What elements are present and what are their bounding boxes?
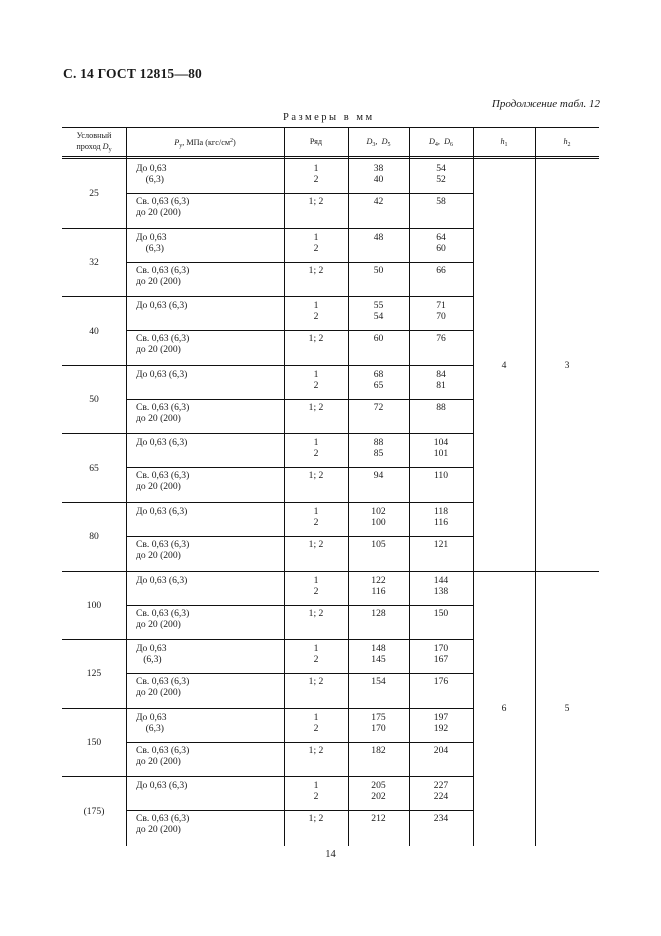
table-cell-d4-d6: 54 52 xyxy=(436,163,446,185)
table-cell-row: 1; 2 xyxy=(308,265,324,276)
header-column-rule xyxy=(535,127,536,158)
table-cell-nominal-bore: 100 xyxy=(86,600,102,611)
table-cell-row: 1; 2 xyxy=(308,539,324,550)
table-cell-d3-d5: 148 145 xyxy=(371,643,386,665)
table-cell-nominal-bore: 80 xyxy=(89,531,99,542)
table-cell-row: 1; 2 xyxy=(308,333,324,344)
table-top-rule xyxy=(62,127,599,128)
table-cell-d4-d6: 71 70 xyxy=(436,300,446,322)
table-cell-d4-d6: 58 xyxy=(436,196,446,207)
header-h2: $h_2$ xyxy=(563,137,571,148)
table-cell-d4-d6: 66 xyxy=(436,265,446,276)
page-header-title: С. 14 ГОСТ 12815—80 xyxy=(63,66,202,81)
table-cell-row: 1 2 xyxy=(313,369,319,391)
header-pressure: $P_у$, МПа $(кгс/см^2)$ xyxy=(174,138,236,149)
table-cell-d4-d6: 104 101 xyxy=(433,437,449,459)
table-cell-row: 1; 2 xyxy=(308,608,324,619)
header-d4-d6: $D_4$, $D_6$ xyxy=(429,137,453,148)
table-cell-row: 1 2 xyxy=(313,575,319,597)
sub-row-separator-rule xyxy=(126,605,473,606)
table-cell-pressure: Св. 0,63 (6,3) до 20 (200) xyxy=(136,470,190,492)
table-cell-nominal-bore: 65 xyxy=(89,463,99,474)
table-continuation-note: Продолжение табл. 12 xyxy=(491,98,600,110)
table-cell-pressure: До 0,63 (6,3) xyxy=(136,643,167,665)
table-units-caption: Размеры в мм xyxy=(283,112,375,123)
table-cell-d4-d6: 118 116 xyxy=(433,506,449,528)
table-cell-pressure: До 0,63 (6,3) xyxy=(136,780,188,791)
table-cell-d3-d5: 38 40 xyxy=(373,163,384,185)
table-cell-row: 1 2 xyxy=(313,437,319,459)
table-cell-row: 1; 2 xyxy=(308,745,324,756)
table-cell-d3-d5: 94 xyxy=(373,470,384,481)
table-cell-pressure: До 0,63 (6,3) xyxy=(136,232,167,254)
table-cell-pressure: До 0,63 (6,3) xyxy=(136,369,188,380)
table-cell-d4-d6: 64 60 xyxy=(436,232,446,254)
group-separator-rule xyxy=(62,776,473,777)
table-cell-d3-d5: 68 65 xyxy=(373,369,384,391)
table-cell-row: 1; 2 xyxy=(308,470,324,481)
table-cell-d3-d5: 205 202 xyxy=(371,780,386,802)
table-cell-d4-d6: 197 192 xyxy=(433,712,449,734)
table-cell-d3-d5: 102 100 xyxy=(371,506,386,528)
table-cell-nominal-bore: 125 xyxy=(86,668,102,679)
table-cell-pressure: Св. 0,63 (6,3) до 20 (200) xyxy=(136,265,190,287)
table-cell-d4-d6: 88 xyxy=(436,402,446,413)
table-cell-row: 1 2 xyxy=(313,643,319,665)
header-nominal-bore: Условный проход $D_у$ xyxy=(76,131,112,153)
table-cell-d3-d5: 105 xyxy=(371,539,386,550)
header-h1: $h_1$ xyxy=(500,137,508,148)
table-cell-row: 1 2 xyxy=(313,232,319,254)
table-cell-row: 1; 2 xyxy=(308,402,324,413)
table-cell-d4-d6: 227 224 xyxy=(433,780,449,802)
table-cell-d4-d6: 121 xyxy=(433,539,449,550)
sub-row-separator-rule xyxy=(126,193,473,194)
table-cell-d4-d6: 234 xyxy=(433,813,449,824)
table-cell-nominal-bore: 32 xyxy=(89,257,99,268)
table-cell-h1: 4 xyxy=(501,360,507,371)
page-number: 14 xyxy=(325,849,336,860)
table-cell-row: 1 2 xyxy=(313,712,319,734)
table-cell-nominal-bore: 40 xyxy=(89,326,99,337)
group-separator-rule xyxy=(62,365,473,366)
table-cell-pressure: До 0,63 (6,3) xyxy=(136,300,188,311)
table-cell-pressure: Св. 0,63 (6,3) до 20 (200) xyxy=(136,196,190,218)
table-cell-pressure: Св. 0,63 (6,3) до 20 (200) xyxy=(136,745,190,767)
table-cell-pressure: До 0,63 (6,3) xyxy=(136,575,188,586)
table-cell-pressure: Св. 0,63 (6,3) до 20 (200) xyxy=(136,539,190,561)
header-column-rule xyxy=(126,127,127,158)
sub-row-separator-rule xyxy=(126,399,473,400)
table-cell-d4-d6: 144 138 xyxy=(433,575,449,597)
header-row: Ряд xyxy=(309,137,323,146)
body-column-rule xyxy=(535,158,536,846)
table-cell-d4-d6: 76 xyxy=(436,333,446,344)
table-cell-d4-d6: 170 167 xyxy=(433,643,449,665)
sub-row-separator-rule xyxy=(126,536,473,537)
table-cell-d3-d5: 55 54 xyxy=(373,300,384,322)
header-column-rule xyxy=(284,127,285,158)
table-cell-d3-d5: 50 xyxy=(373,265,384,276)
header-bottom-rule xyxy=(62,156,599,157)
group-separator-rule xyxy=(62,433,473,434)
group-separator-rule xyxy=(62,708,473,709)
sub-row-separator-rule xyxy=(126,467,473,468)
table-cell-h2: 5 xyxy=(564,703,570,714)
header-d3-d5: $D_3$, $D_5$ xyxy=(366,137,391,148)
sub-row-separator-rule xyxy=(126,262,473,263)
table-cell-d4-d6: 110 xyxy=(433,470,449,481)
table-cell-row: 1 2 xyxy=(313,506,319,528)
sub-row-separator-rule xyxy=(126,330,473,331)
sub-row-separator-rule xyxy=(126,742,473,743)
table-cell-row: 1 2 xyxy=(313,300,319,322)
header-column-rule xyxy=(473,127,474,158)
table-cell-pressure: До 0,63 (6,3) xyxy=(136,712,167,734)
group-separator-rule xyxy=(62,296,473,297)
table-cell-pressure: До 0,63 (6,3) xyxy=(136,163,167,185)
table-cell-pressure: Св. 0,63 (6,3) до 20 (200) xyxy=(136,333,190,355)
table-cell-row: 1 2 xyxy=(313,163,319,185)
table-cell-pressure: Св. 0,63 (6,3) до 20 (200) xyxy=(136,676,190,698)
table-cell-d3-d5: 212 xyxy=(371,813,386,824)
table-cell-nominal-bore: 50 xyxy=(89,394,99,405)
group-separator-rule xyxy=(62,639,473,640)
table-cell-row: 1; 2 xyxy=(308,196,324,207)
table-cell-d4-d6: 150 xyxy=(433,608,449,619)
table-cell-d3-d5: 88 85 xyxy=(373,437,384,459)
table-cell-d3-d5: 182 xyxy=(371,745,386,756)
table-cell-pressure: До 0,63 (6,3) xyxy=(136,437,188,448)
table-cell-pressure: Св. 0,63 (6,3) до 20 (200) xyxy=(136,608,190,630)
table-cell-row: 1; 2 xyxy=(308,676,324,687)
group-separator-rule xyxy=(62,228,473,229)
table-cell-pressure: Св. 0,63 (6,3) до 20 (200) xyxy=(136,813,190,835)
table-cell-row: 1; 2 xyxy=(308,813,324,824)
table-cell-nominal-bore: 25 xyxy=(89,188,99,199)
table-cell-row: 1 2 xyxy=(313,780,319,802)
group-separator-rule xyxy=(62,571,599,572)
group-separator-rule xyxy=(62,502,473,503)
table-cell-d3-d5: 154 xyxy=(371,676,386,687)
table-cell-d3-d5: 42 xyxy=(373,196,384,207)
header-bottom-rule-double xyxy=(62,158,599,159)
sub-row-separator-rule xyxy=(126,673,473,674)
table-cell-d4-d6: 176 xyxy=(433,676,449,687)
table-cell-nominal-bore: 150 xyxy=(86,737,102,748)
table-cell-d3-d5: 60 xyxy=(373,333,384,344)
table-cell-pressure: Св. 0,63 (6,3) до 20 (200) xyxy=(136,402,190,424)
header-column-rule xyxy=(409,127,410,158)
table-cell-d3-d5: 48 xyxy=(373,232,384,243)
table-cell-d4-d6: 84 81 xyxy=(436,369,446,391)
table-cell-h1: 6 xyxy=(501,703,507,714)
table-cell-d3-d5: 128 xyxy=(371,608,386,619)
table-cell-d3-d5: 175 170 xyxy=(371,712,386,734)
table-cell-nominal-bore: (175) xyxy=(83,806,105,817)
table-cell-d3-d5: 122 116 xyxy=(371,575,386,597)
table-cell-pressure: До 0,63 (6,3) xyxy=(136,506,188,517)
body-column-rule xyxy=(473,158,474,846)
table-cell-d3-d5: 72 xyxy=(373,402,384,413)
table-cell-d4-d6: 204 xyxy=(433,745,449,756)
sub-row-separator-rule xyxy=(126,810,473,811)
table-cell-h2: 3 xyxy=(564,360,570,371)
header-column-rule xyxy=(348,127,349,158)
